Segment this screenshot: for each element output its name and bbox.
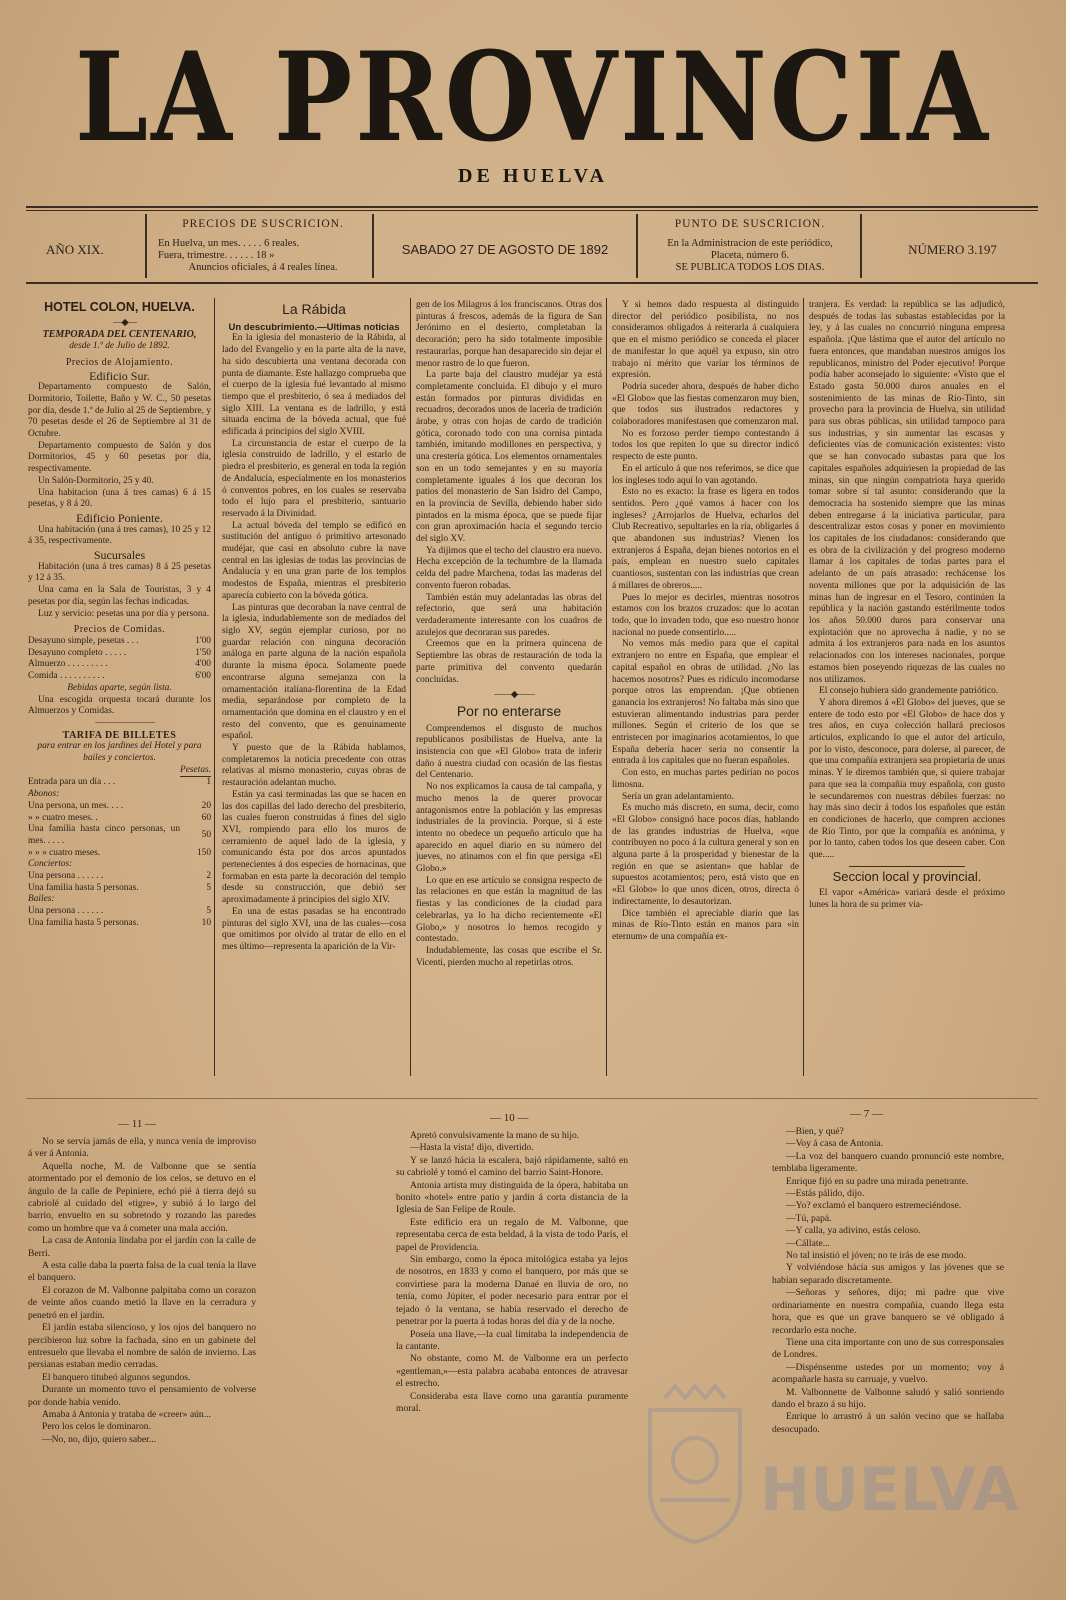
paragraph: Una escogida orquesta tocará durante los Almuerzos y Comidas.	[28, 694, 211, 717]
ticket-price-table	[28, 765, 211, 930]
meal-price: 1'50	[195, 647, 211, 658]
paragraph: No se servía jamás de ella, y nunca venía de improviso á ver á Antonia.	[28, 1136, 256, 1160]
paragraph: —No, no, dijo, quiero saber...	[42, 1433, 157, 1445]
paragraph: Comprendemos el disgusto de muchos republicanos posibilistas de Huelva, ante la insistencia con que «El Globo» trata de inferir daño á nuestra ciudad con ocasión de las fiestas del Centenario.	[416, 723, 602, 781]
column-divider	[410, 298, 411, 1076]
hotel-season: TEMPORADA DEL CENTENARIO,	[42, 329, 197, 341]
watermark-text: HUELVA	[760, 1455, 1019, 1525]
paragraph: —Bien, y qué?	[786, 1126, 844, 1137]
conciertos-heading: Conciertos:	[28, 859, 73, 870]
ticket-name: Una persona . . . . . .	[28, 906, 104, 917]
paragraph: —Voy á casa de Antonia.	[786, 1138, 884, 1150]
meal-name: Desayuno completo . . . . .	[28, 647, 127, 658]
column-divider	[803, 298, 804, 1076]
ornament: ———————	[95, 717, 154, 728]
folletin-column	[28, 1136, 256, 1546]
paragraph: Sin embargo, como la época mitológica estaba ya lejos de nosotros, en 1833 y como el banquero, por más que se convirtiese para la moderna Danaé en lluvia de oro, no tenía, como Júpiter, el poder necesario para entrar por el tejado ó la ventana, se había reservado el derecho de penetrar por la puerta á todas horas del día y de la noche.	[396, 1254, 628, 1328]
paragraph: Sería un gran adelantamiento.	[622, 791, 734, 802]
paragraph: Esto no es exacto: la frase es ligera en todos sentidos. Pero ¿qué vamos á hacer con los ingleses? ¿Arrojarlos de Huelva, echarlos del Club Recreativo, sepultarles en la ría, obligarles á que abandonen sus industrias? Vienen los extranjeros á España, dejan bienes notorios en el país, emplean en nuestro suelo capitales cuantiosos, sustentan con las industrias que crean á millares de obreros.....	[612, 487, 799, 591]
tarifa-heading: TARIFA DE BILLETES	[62, 729, 177, 741]
paragraph: El vapor «América» variará desde el próximo lunes la hora de su primer via-	[809, 888, 1005, 911]
paragraph: Luz y servicio: pesetas una por día y persona.	[38, 608, 210, 619]
paragraph: —Y calla, ya adivino, estás celoso.	[786, 1225, 921, 1237]
meal-name: Comida . . . . . . . . . .	[28, 671, 105, 682]
paragraph: Este edificio era un regalo de M. Valbonne, que representaba cerca de esta beldad, á la vista de todo París, el papel de Providencia.	[396, 1216, 628, 1253]
paragraph: No tal insistió el jóven; no te irás de ese modo.	[786, 1250, 966, 1262]
paragraph: El banquero titubeó algunos segundos.	[42, 1371, 191, 1383]
paragraph: Habitación (una á tres camas) 8 á 25 pesetas y 12 á 35.	[28, 561, 211, 584]
ticket-name: » » cuatro meses. .	[28, 812, 98, 823]
issue-number: NÚMERO 3.197	[908, 242, 997, 257]
table-row	[28, 906, 211, 918]
paragraph: La circunstancia de estar el cuerpo de la iglesia construido de ladrillo, y el estarlo de piedra el presbiterio, es general en toda la región de Andalucía, especialmente en los monasterios ó conventos pobres, en los cuales se reservaba todo el lujo para el presbiterio, santuario reservado á la Divinidad.	[222, 438, 406, 519]
meal-name: Almuerzo . . . . . . . . .	[28, 659, 108, 670]
paragraph: Durante un momento tuvo el pensamiento de volverse por donde había venido.	[28, 1384, 256, 1408]
hotel-title: HOTEL COLON, HUELVA.	[44, 300, 195, 314]
meal-price-table	[28, 636, 211, 683]
edificio-poniente-heading: Edificio Poniente.	[76, 510, 163, 525]
ticket-price: 150	[196, 847, 211, 858]
paragraph: Están ya casi terminadas las que se hacen en las dos capillas del lado derecho del presbiterio, las cuales fueron construidas á fines del siglo XVI, rompiendo para ello los muros de cerramiento de aquel lado de la iglesia, y comunicando ésta por dos arcos apuntados pertenecientes á dos especies de hornacinas, que formaban en esta parte la decoración del templo desde su construcción, que debió ser aproximadamente á principios del siglo XIV.	[222, 789, 406, 906]
paragraph: Es mucho más discreto, en suma, decir, como «El Globo» consignó hace pocos días, hablando de las grandes industrias de Huelva, «que contribuyen no poco á la cultura general y son en alguna parte á la prosperidad y bienestar de la región en que se asientan» que hablar de supuestos acotamientos; pero, está visto que en «El Globo» lo que unos dicen, otros, directa ó indirectamente, lo desautorizan.	[612, 803, 799, 907]
tarifa-subtitle: para entrar en los jardines del Hotel y para bailes y conciertos.	[37, 741, 202, 764]
paragraph: —Yo? exclamó el banquero estremeciéndose.	[786, 1200, 962, 1212]
paragraph: Aquella noche, M. de Valbonne que se sentía atormentado por el demonio de los celos, se detuvo en el ángulo de la calle de Pepiniere, echó pié á tierra dejó su cabriolé al cuidado del «tigre», y subió á lo largo del barrio, envuelto en su sobretodo y rozando las paredes como un hombre que va á cometer una mala acción.	[28, 1160, 256, 1234]
enterarse-end-and-local	[809, 300, 1005, 1090]
table-row	[28, 883, 211, 895]
subscription-point-head: PUNTO DE SUSCRICION.	[674, 218, 826, 230]
meal-price: 1'00	[195, 635, 211, 646]
meal-name: Desayuno simple, pesetas . . .	[28, 635, 139, 646]
edificio-sur-heading: Edificio Sur.	[89, 368, 150, 383]
bailes-heading: Bailes:	[28, 894, 55, 905]
issue-date: SABADO 27 DE AGOSTO DE 1892	[401, 242, 609, 257]
paragraph: Las pinturas que decoraban la nave central de la iglesia, indudablemente son de mediados del siglo XV, según ejemplar curioso, por no guardar relación con ninguna decoración análoga en parte alguna de la nación española durante la misma época. Solamente puede encontrarse alguna semejanza con la ornamentación italiana-florentina de la Edad media, separándose por completo de la ornamentación que domina en el claustro y en el resto del convento, que es genuinamente español.	[222, 602, 406, 742]
fold-line	[26, 1098, 1038, 1099]
pesetas-header: Pesetas.	[180, 765, 211, 777]
ornament: —◆—	[113, 317, 136, 328]
table-row	[28, 859, 211, 871]
page-number: — 10 —	[490, 1112, 529, 1124]
table-row	[28, 813, 211, 825]
bebidas-note: Bebidas aparte, según lista.	[67, 682, 172, 693]
paragraph: Y si hemos dado respuesta al distinguido director del periódico posibilista, no nos consideramos obligados á reiterarla á cualquiera que en el mismo periódico se conceda el placer de manifestar lo que aquél ya expuso, sin otro trabajo ni mérito que variar los términos de expresión.	[612, 300, 799, 381]
paragraph: —Dispénsenme ustedes por un momento; voy á acompañarle hasta su carruaje, y vuelvo.	[772, 1361, 1004, 1386]
price-line: Fuera, trimestre. . . . . . 18 »	[158, 250, 275, 261]
section-title: Seccion local y provincial.	[832, 868, 982, 884]
column-divider	[606, 298, 607, 1076]
ticket-price: 10	[201, 917, 211, 928]
paragraph: Pero los celos le dominaron.	[42, 1421, 151, 1433]
paragraph: —Estás pálido, dijo.	[786, 1188, 865, 1200]
table-row	[28, 789, 211, 801]
meal-price: 4'00	[195, 659, 211, 670]
paragraph: Indudablemente, las cosas que escribe el Sr. Vicenti, pierden mucho al repetirlas otros.	[416, 945, 602, 968]
paragraph: —Hasta la vista! dijo, divertido.	[410, 1142, 534, 1154]
ticket-price: 2	[206, 871, 211, 882]
divider	[849, 866, 965, 867]
paragraph: Lo que en ese artículo se consigna respecto de las relaciones en que están la magnitud de las fiestas y las condiciones de la ciudad para celebrarlas, ya lo ha dicho recientemente «El Globo,» y nosotros lo hemos recogido y contestado.	[416, 875, 602, 945]
paragraph: En la iglesia del monasterio de la Rábida, al lado del Evangelio y en la parte alta de la nave, ha sido descubierta una ventana decorada con punta de diamante. Este hallazgo comprueba que el cuerpo de la iglesia fué levantado al mismo tiempo que el presbiterio, ó sea á mediados del siglo XIII. La ventana es de ladrillo, y está situada encima de la bóveda actual, que fué edificada á principios del siglo XVIII.	[222, 333, 406, 438]
paragraph: Tiene una cita importante con uno de sus corresponsales de Londres.	[772, 1336, 1004, 1361]
ticket-name: Una persona, un mes. . . .	[28, 800, 124, 811]
page-number: — 7 —	[850, 1108, 883, 1120]
enterarse-continued	[612, 300, 799, 1090]
paragraph: Y ahora diremos á «El Globo» del jueves, que se entere de todo esto por «El Globo» de hace dos y tres años, en cuya colección hallará preciosos artículos, explicando lo que el autor del artículo, por lo visto, desconoce, para dolerse, al parecer, de que una compañía extranjera sea propietaria de unas minas. Y le diremos también que, si quiere trabajar para que sea la compañía muy española, con gusto le secundaremos con nuestras débiles fuerzas: no hay más sino decir á todos los españoles que están en condiciones de hacerlo, que compren acciones de Río Tinto, por que la compañía es anónima, y por lo tanto, caben todos los que deseen caber. Con que.....	[809, 697, 1006, 861]
paragraph: Y puesto que de la Rábida hablamos, completaremos la noticia precedente con otras relativas al mismo monasterio, cuyas obras de restauración adelantan mucho.	[222, 743, 406, 789]
crest-icon	[630, 1380, 1019, 1550]
paragraph: gen de los Milagros á los franciscanos. Otras dos pinturas á frescos, además de la figura de San Jerónimo en el desierto, completaban la decoración; pero ha sido totalmente imposible restaurarlas, porque han desaparecido sin dejar el menor rastro de lo que fueron.	[416, 300, 602, 369]
subscription-prices	[158, 218, 368, 274]
paragraph: tranjera. Es verdad: la república se las adjudicó, después de todas las subastas establecidas por la ley, y á las cuales no concurrió ninguna empresa española. ¡Que lástima que el autor del artículo no fuera entonces, que mandaban nuestros amigos los republicanos, ministro del Poder ejecutivo! Porque podía haber aconsejado lo siguiente: «Visto que el Estado gasta 50.000 duros anuales en el sostenimiento de las minas de Río-Tinto, sin provecho para la provincia de Huelva, sin utilidad para sus obras públicas, sin utilidad tampoco para sus industrias, y sin aumentar las escasas y deficientes vías de comunicación existentes: visto que se han convocado subastas para que los capitales españoles adquiriesen la propiedad de las minas, sin que ningún compatriota haya querido tomar sobre sí tal asunto: considerando que la democracia ha sostenido siempre que las minas deben entregarse á la iniciativa particular, para descentralizar estos cosas y poner en movimiento los capitales de los ciudadanos: considerando que es obra de la civilización y del progreso moderno llamar á los capitales de todas partes para el adelanto de un país atrasado: rechácense los noventa millones que por la adquisición de las minas han de ingresar en el Tesoro, continúen la república y la nación gastando estérilmente todos los años 50.000 duros para conservar una explotación que no aprovecha á nadie, y no se admita á los extranjeros para nada en los asuntos relacionados con los intereses nacionales, porque estamos bien poseyendo riquezas de las cuales no nos utilizamos.	[809, 300, 1005, 685]
paragraph: Con esto, en muchas partes pedirían no pocos limosna.	[612, 768, 799, 790]
paragraph: Un Salón-Dormitorio, 25 y 40.	[38, 475, 154, 486]
ticket-price: 60	[201, 812, 211, 823]
ticket-name: » » » cuatro meses.	[28, 847, 101, 858]
paragraph: No es forzoso perder tiempo contestando á todos los que repiten lo que su director indicó respecto de este punto.	[612, 428, 799, 463]
ticket-price: 20	[201, 800, 211, 811]
paragraph: También están muy adelantadas las obras del refectorio, que será una habitación verdaderamente interesante con los cuadros de azulejos que decoraran sus paredes.	[416, 592, 602, 638]
table-row	[28, 671, 211, 683]
ornament: ——◆——	[494, 690, 534, 701]
folletin-column	[396, 1130, 628, 1540]
ticket-name: Una familia hasta 5 personas.	[28, 882, 139, 893]
sucursales-heading: Sucursales	[93, 548, 146, 563]
table-row	[28, 894, 211, 906]
paragraph: No nos explicamos la causa de tal campaña, y mucho menos la de querer provocar antagonismos entre la población y las empresas industriales de la provincia. Porque, si á este intento no obedece un pequeño artículo que ha aparecido en aquel diario en su número del jueves, no atinamos con el fin que persiga «El Globo.»	[416, 782, 602, 875]
paragraph: M. Valbonnette de Valbonne saludó y salió sonriendo dando el brazo á su hijo.	[772, 1386, 1004, 1410]
paragraph: No obstante, como M. de Valbonne era un perfecto «gentleman,»—esta palabra acababa entonces de atravesar el estrecho.	[396, 1353, 628, 1390]
info-divider	[636, 214, 638, 278]
table-row	[28, 918, 211, 930]
paragraph: El consejo hubiera sido grandemente patriótico.	[819, 686, 999, 697]
column-divider	[214, 298, 215, 1076]
paragraph: —Cállate...	[786, 1237, 830, 1249]
rabida-continued-and-enterarse	[416, 300, 602, 1090]
paragraph: Enrique fijó en su padre una mirada penetrante.	[786, 1175, 969, 1187]
paragraph: Departamento compuesto de Salón, Dormitorio, Toilette, Baño y W. C., 50 pesetas por día, desde 1.º de Julio al 25 de Septiembre, y 70 pesetas desde el 26 de Septiembre al 31 de Octubre.	[28, 382, 211, 440]
table-row	[28, 659, 211, 671]
paragraph: La parte baja del claustro mudéjar ya está completamente concluida. El dibujo y el muro están formados por pinturas divididas en recuadros, decorados unos de lacería de tradición árabe, y otras con hojas de cardo de tradición gótica, coronado todo con una cornisa pintada también, imitando modillones en perspectiva, y una crestería gótica. Los elementos ornamentales son en un todo semejantes y en su mayoría completamente iguales á los que decoran los patios del monasterio de San Isidro del Campo, en la provincia de Sevilla, debiendo haber sido pintados en la misma época, que se puede fijar con gran aproximación hacia el segundo tercio del siglo XV.	[416, 370, 602, 545]
issue-year: AÑO XIX.	[46, 242, 104, 257]
table-row	[28, 871, 211, 883]
paragraph: Poseía una llave,—la cual limitaba la independencia de la cantante.	[396, 1328, 628, 1352]
masthead-title: LA PROVINCIA	[75, 24, 991, 170]
paragraph: El corazon de M. Valbonne palpitaba como un corazon de veinte años cuando metió la llave en la cerradura y penetró en el jardín.	[28, 1284, 256, 1321]
ticket-name: Una familia hasta 5 personas.	[28, 917, 139, 928]
hotel-colon-ad	[28, 300, 211, 1090]
price-line: En Huelva, un mes. . . . . 6 reales.	[158, 238, 300, 249]
paragraph: Apretó convulsivamente la mano de su hijo.	[410, 1130, 580, 1141]
paragraph: No vemos más medio para que el capital extranjero no entre en España, que emplear el capital español en obras de utilidad. ¿No las hacemos nosotros? Pues es ridículo incomodarse porque otros las emprendan. ¡Que obtienen ganancia los extranjeros! No faltaba más sino que estuvieran alimentando industrias para perder millones. Según el criterio de los que se entristecen por imaginarios acotamientos, lo que España debería hacer sería no consentir la entrada á los capitales que no fueran españoles.	[612, 639, 799, 767]
paragraph: Departamento compuesto de Salón y dos Dormitorios, 45 y 60 pesetas por día, respectivamente.	[28, 440, 211, 475]
paragraph: Una cama en la Sala de Touristas, 3 y 4 pesetas por día, según las fechas indicadas.	[28, 585, 211, 607]
ticket-price: 50	[201, 830, 211, 841]
comidas-heading: Precios de Comidas.	[73, 624, 166, 636]
paragraph: Podría suceder ahora, después de haber dicho «El Globo» que las fiestas comenzaron muy bien, que todos sus ilustrados redactores y colaboradores manifestasen que comenzaron mal.	[612, 381, 799, 428]
ticket-price: 5	[206, 906, 211, 917]
paragraph: Ya dijimos que el techo del claustro era nuevo. Hecha excepción de la techumbre de la llamada celda del padre Marchena, todas las maderas del convento fueron robadas.	[416, 545, 602, 591]
paragraph: Y se lanzó hácia la escalera, bajó rápidamente, saltó en su cabriolé y tomó el camino del barrio Saint-Honore.	[396, 1154, 628, 1179]
paragraph: Una habitación (una á tres camas), 10 25 y 12 á 35, respectivamente.	[28, 524, 211, 547]
table-row	[28, 801, 211, 813]
table-row	[28, 636, 211, 648]
paragraph: —Señoras y señores, dijo; mi padre que vive ordinariamente en nuestra compañía, cuando llega esta hora, que es que un grave banquero se vé obligado á recordarlo esta noche.	[772, 1287, 1004, 1336]
hotel-since: desde 1.º de Julio de 1892.	[69, 341, 170, 352]
paragraph: Pues lo mejor es decirles, mientras nosotros estamos con los brazos cruzados: que lo acotan todo, que lo invaden todo, que eso nuestro honor nacional no puede consentirlo.....	[612, 592, 799, 638]
table-row	[28, 648, 211, 660]
table-row	[28, 765, 211, 777]
price-line: Anuncios oficiales, á 4 reales línea.	[188, 262, 338, 273]
ticket-price: 1	[206, 777, 211, 788]
info-bar-top-rule-thin	[26, 210, 1038, 211]
info-divider	[372, 214, 374, 278]
table-row	[28, 824, 211, 847]
rabida-article	[222, 300, 406, 1090]
point-line: En la Administracion de este periódico,	[667, 238, 833, 249]
paragraph: Consideraba esta llave como una garantía puramente moral.	[396, 1390, 628, 1414]
page-number: — 11 —	[118, 1118, 157, 1130]
info-divider	[860, 214, 862, 278]
paragraph: Enrique lo arrastró á un salón vecino que se hallaba desocupado.	[772, 1411, 1004, 1435]
table-row	[28, 848, 211, 860]
ticket-name: Una persona . . . . . .	[28, 871, 104, 882]
paragraph: —La voz del banquero cuando pronunció este nombre, temblaba ligeramente.	[772, 1150, 1004, 1175]
meal-price: 6'00	[195, 671, 211, 682]
article-title: Por no enterarse	[456, 702, 562, 719]
paragraph: Dice también el apreciable diario que las minas de Río-Tinto están en manos para «in eternum» de una compañía ex-	[612, 908, 799, 942]
info-bar-bottom-rule	[26, 282, 1038, 284]
paragraph: El jardín estaba silencioso, y los ojos del banquero no percibieron luz sobre la fachada, sino en un gabinete del entresuelo que llevaba el nombre de salón de invierno. Las persianas estaban medio cerradas.	[28, 1322, 256, 1371]
point-line: Placeta, número 6.	[710, 250, 790, 261]
paragraph: Antonia artista muy distinguida de la ópera, habitaba un bonito «hotel» entre patio y jardín á corta distancia de la Iglesia de San Felipe de Roule.	[396, 1179, 628, 1216]
alojamiento-heading: Precios de Alojamiento.	[65, 356, 174, 368]
subscription-prices-head: PRECIOS DE SUSCRICION.	[182, 218, 344, 230]
info-bar-top-rule	[26, 206, 1038, 208]
ticket-name: Entrada para un día . . .	[28, 777, 116, 788]
table-row	[28, 777, 211, 789]
paragraph: —Tú, papá.	[786, 1212, 832, 1224]
paragraph: La casa de Antonia lindaba por el jardín con la calle de Berri.	[28, 1235, 256, 1259]
huelva-watermark	[630, 1380, 1019, 1550]
paragraph: Una habitacion (una á tres camas) 6 á 15 pesetas, y 8 á 20.	[28, 487, 211, 510]
article-subtitle: Un descubrimiento.—Ultimas noticias	[228, 321, 400, 333]
paragraph: Y volviéndose hácia sus amigos y las jóvenes que se habían separado discretamente.	[772, 1262, 1004, 1286]
paragraph: Amaba á Antonia y trataba de «creer» aún...	[42, 1408, 211, 1420]
ticket-name: Una familia hasta cinco personas, un mes. . . . .	[28, 824, 181, 846]
point-line: SE PUBLICA TODOS LOS DIAS.	[675, 262, 825, 273]
info-divider	[145, 214, 147, 278]
ticket-price: 5	[206, 882, 211, 893]
paragraph: En el artículo á que nos referimos, se dice que los ingleses todo aquí lo van agotando.	[612, 463, 799, 486]
masthead-subtitle: DE HUELVA	[458, 165, 608, 187]
paragraph: La actual bóveda del templo se edificó en sustitución del antiguo ó primitivo artesonado mudéjar, que casi en absoluto cubre la nave central en las iglesias de todas las provincias de Andalucía y en una gran parte de los templos modestos de España, mientras el presbiterio aparecía cubierto con la bóveda gótica.	[222, 520, 406, 601]
abonos-heading: Abonos:	[28, 789, 60, 800]
paragraph: En una de estas pasadas se ha encontrado pinturas del siglo XVI, una de las cuales—cosa que omitimos por olvido al tratar de ello en el mes último—representa la aparición de la Vir-	[222, 906, 406, 952]
subscription-point	[644, 218, 856, 274]
paragraph: A esta calle daba la puerta falsa de la cual tenía la llave el banquero.	[28, 1260, 256, 1284]
article-title: La Rábida	[282, 301, 346, 317]
paragraph: Creemos que en la primera quincena de Septiembre las obras de restauración de toda la parte primitiva del convento quedarán concluidas.	[416, 639, 602, 685]
